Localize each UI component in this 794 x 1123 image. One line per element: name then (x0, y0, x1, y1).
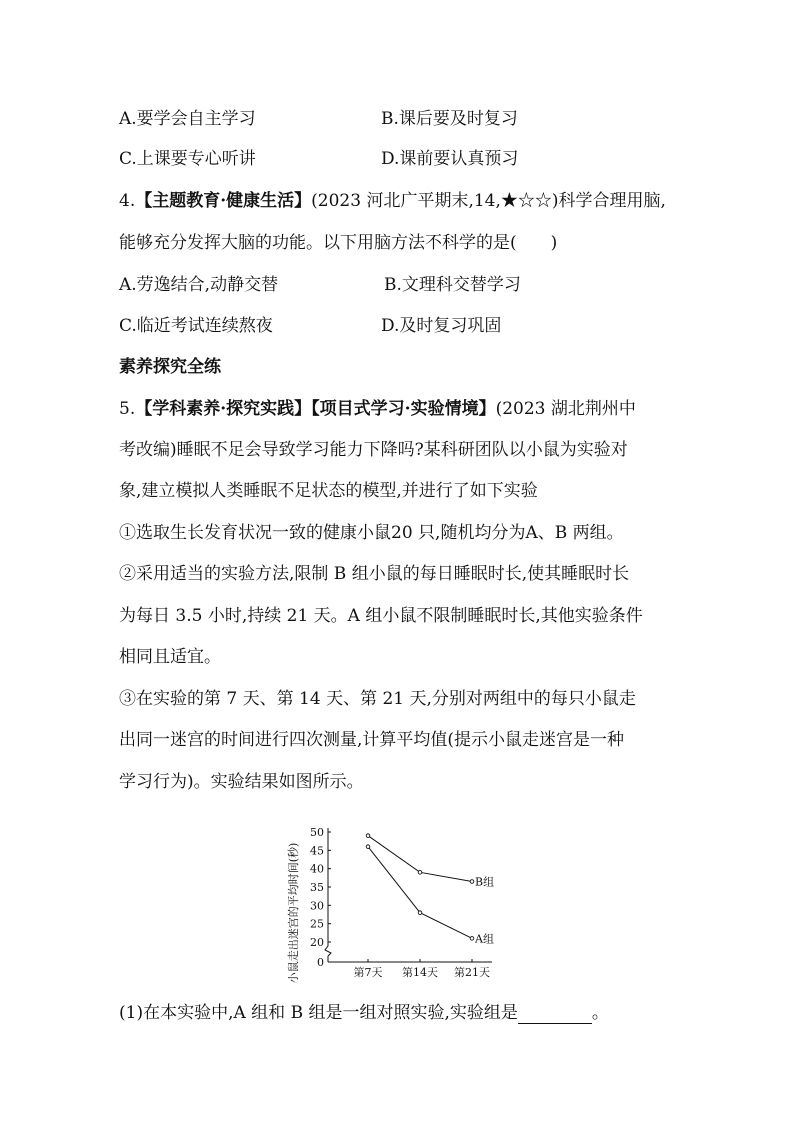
data-point (418, 871, 422, 875)
y-tick-label: 35 (310, 881, 324, 894)
y-tick-label: 0 (317, 956, 324, 969)
axis-break-mark (325, 946, 331, 956)
section-title: 素养探究全练 (119, 357, 221, 377)
data-point (366, 834, 370, 838)
q4-option-c: C.临近考试连续熬夜 (119, 316, 273, 336)
q4-option-d: D.及时复习巩固 (381, 316, 502, 336)
chart-series (366, 834, 494, 945)
q3-option-c: C.上课要专心听讲 (119, 149, 256, 169)
series-line (368, 836, 472, 882)
chart-axes (325, 828, 495, 962)
q5-sub1 (119, 1002, 609, 1024)
answer-blank (518, 1006, 592, 1024)
q5-step3-line3: 学习行为)。实验结果如图所示。 (119, 772, 364, 792)
q5-stem-line1 (119, 398, 636, 420)
q3-option-d: D.课前要认真预习 (381, 149, 519, 169)
y-tick-label: 45 (310, 844, 324, 858)
y-tick-label: 25 (310, 917, 324, 931)
y-tick-label: 30 (310, 899, 324, 913)
q5-stem-line2: 考改编)睡眠不足会导致学习能力下降吗?某科研团队以小鼠为实验对 (119, 440, 628, 460)
series-label: A组 (475, 932, 494, 946)
q4-option-b: B.文理科交替学习 (384, 275, 521, 295)
q5-step3-line1: ③在实验的第 7 天、第 14 天、第 21 天,分别对两组中的每只小鼠走 (119, 689, 636, 709)
data-point (418, 911, 422, 915)
y-tick-label: 20 (310, 936, 324, 949)
q5-tag: 【学科素养·探究实践】【项目式学习·实验情境】 (135, 399, 496, 419)
q4-number: 4. (119, 191, 136, 211)
q3-option-b: B.课后要及时复习 (381, 109, 518, 129)
x-tick-label: 第14天 (402, 966, 438, 979)
q5-sub1-text: (1)在本实验中,A 组和 B 组是一组对照实验,实验组是 (119, 1003, 518, 1023)
q5-number: 5. (119, 399, 136, 419)
q4-stem-line2: 能够充分发挥大脑的功能。以下用脑方法不科学的是( ) (119, 233, 558, 253)
chart-y-axis-label: 小鼠走出迷宫的平均时间(秒) (287, 842, 300, 984)
q3-option-a: A.要学会自主学习 (119, 109, 256, 129)
q5-step2-line1: ②采用适当的实验方法,限制 B 组小鼠的每日睡眠时长,使其睡眠时长 (119, 564, 630, 584)
data-point (366, 845, 370, 849)
data-point (470, 880, 474, 884)
q5-step3-line2: 出同一迷宫的时间进行四次测量,计算平均值(提示小鼠走迷宫是一种 (119, 730, 625, 750)
q5-step2-line2: 为每日 3.5 小时,持续 21 天。A 组小鼠不限制睡眠时长,其他实验条件 (119, 606, 643, 626)
x-tick-label: 第21天 (454, 966, 490, 979)
q5-stem-text: (2023 湖北荆州中 (495, 399, 636, 419)
q4-tag: 【主题教育·健康生活】 (135, 191, 312, 211)
series-label: B组 (475, 875, 495, 889)
q4-stem-line1 (119, 190, 666, 212)
y-tick-label: 40 (310, 862, 324, 876)
x-tick-label: 第7天 (353, 966, 383, 979)
q5-stem-line3: 象,建立模拟人类睡眠不足状态的模型,并进行了如下实验 (119, 481, 538, 501)
q5-step1: ①选取生长发育状况一致的健康小鼠20 只,随机均分为A、B 两组。 (119, 523, 624, 543)
q4-option-a: A.劳逸结合,动静交替 (119, 275, 279, 295)
line-chart (280, 818, 510, 988)
y-tick-label: 50 (310, 826, 324, 839)
q5-sub1-end: 。 (591, 1003, 609, 1023)
series-line (368, 847, 472, 939)
q4-stem-text: (2023 河北广平期末,14,★☆☆)科学合理用脑, (311, 191, 666, 211)
q5-step2-line3: 相同且适宜。 (119, 647, 221, 667)
data-point (470, 937, 474, 941)
